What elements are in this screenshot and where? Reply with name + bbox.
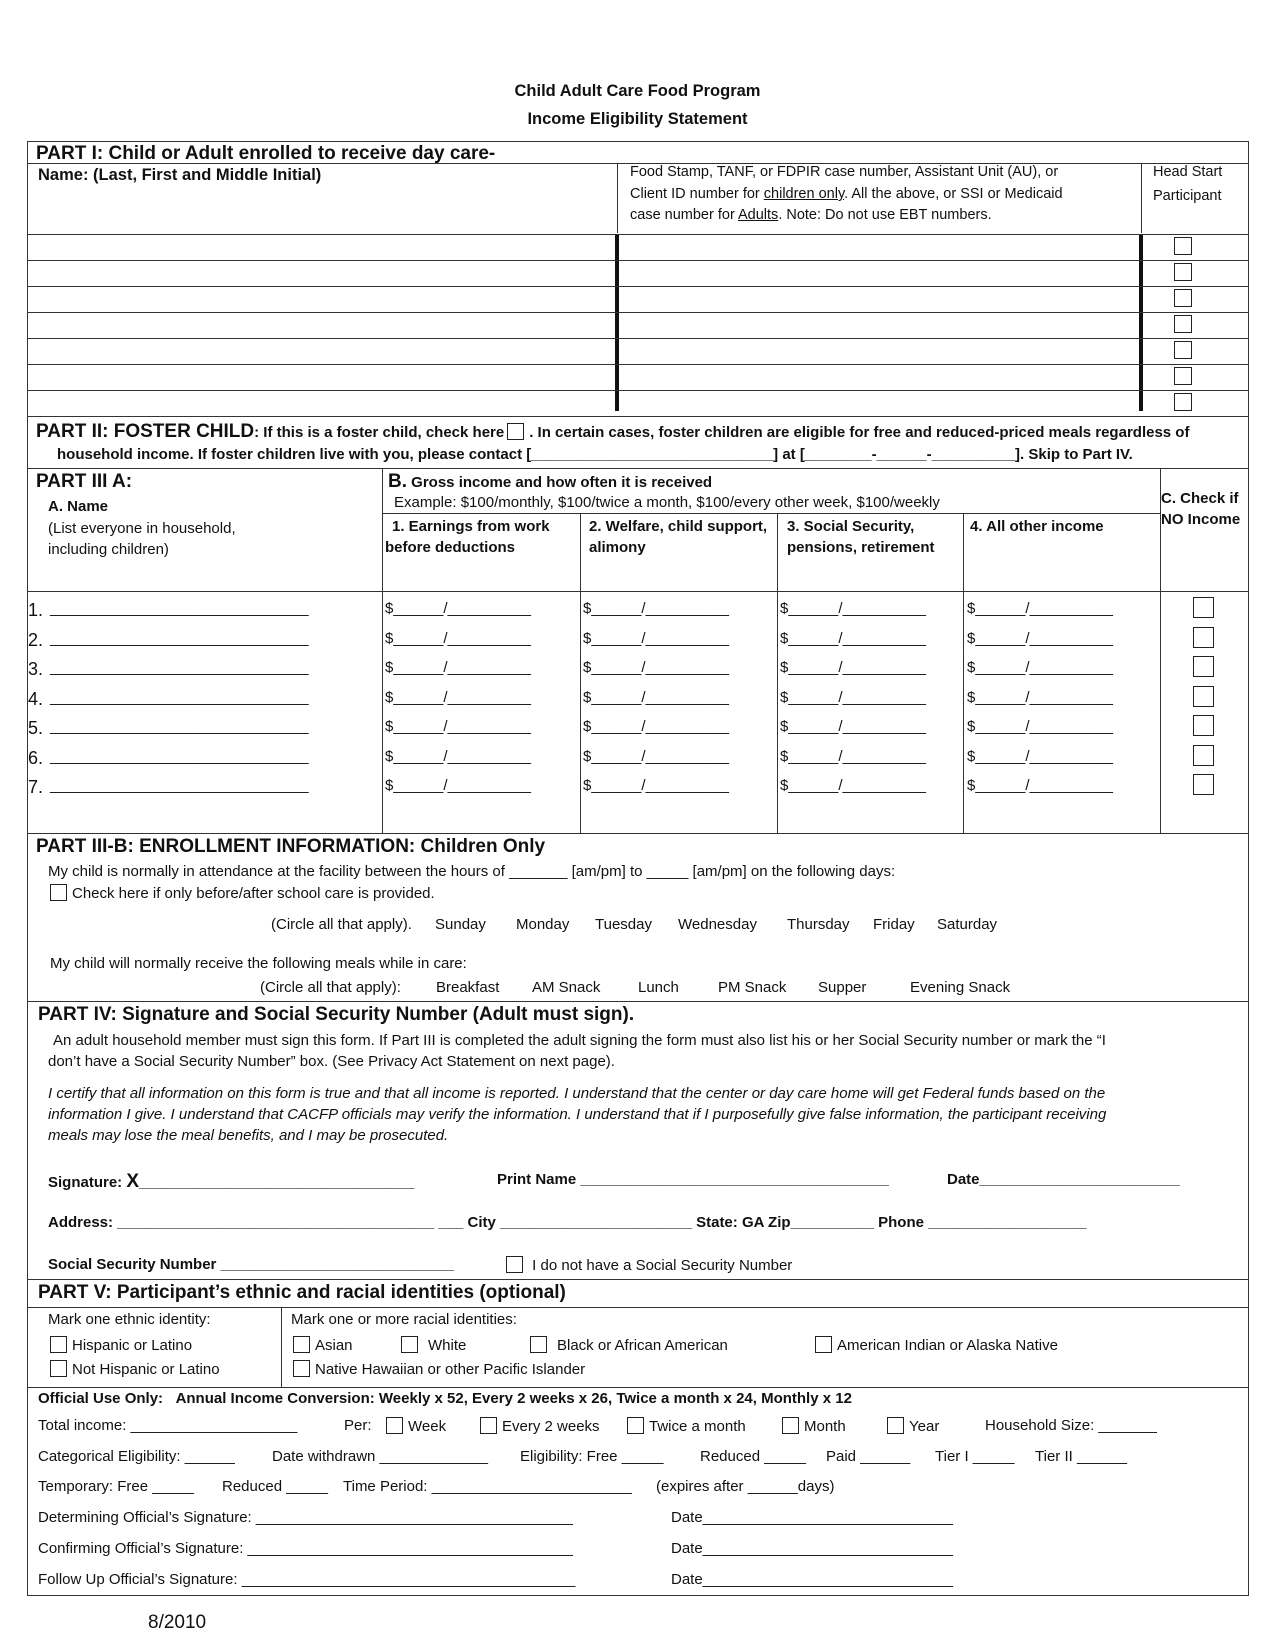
- part5-heading: PART V: Participant’s ethnic and racial identities (optional): [38, 1282, 566, 1303]
- household-member-number: 3.: [28, 659, 44, 679]
- divider: [382, 468, 383, 588]
- race-white: White: [401, 1336, 466, 1354]
- other-income-field[interactable]: $______/__________: [967, 777, 1113, 794]
- part3b-heading: PART III-B: ENROLLMENT INFORMATION: Children Only: [36, 836, 546, 857]
- income-col3-header-1: 3. Social Security,: [787, 518, 915, 535]
- eligibility-paid-field[interactable]: Paid ______: [826, 1448, 911, 1465]
- earnings-field[interactable]: $______/__________: [385, 659, 531, 676]
- racial-label: Mark one or more racial identities:: [291, 1311, 517, 1328]
- no-ssn-checkbox[interactable]: [506, 1256, 523, 1273]
- foster-child-checkbox[interactable]: [507, 423, 524, 440]
- income-col2-header-1: 2. Welfare, child support,: [589, 518, 768, 535]
- income-col2-header-2: alimony: [589, 539, 646, 556]
- signature-date-field[interactable]: Date________________________: [947, 1171, 1180, 1188]
- total-income-field[interactable]: Total income: ____________________: [38, 1417, 298, 1434]
- tier2-field[interactable]: Tier II ______: [1035, 1448, 1127, 1465]
- other-income-field[interactable]: $______/__________: [967, 689, 1113, 706]
- social-security-field[interactable]: $______/__________: [780, 630, 926, 647]
- eligibility-free-field[interactable]: Eligibility: Free _____: [520, 1448, 664, 1465]
- temporary-free-field[interactable]: Temporary: Free _____: [38, 1478, 194, 1495]
- day-sunday[interactable]: Sunday: [435, 916, 486, 933]
- earnings-field[interactable]: $______/__________: [385, 748, 531, 765]
- part4-para-1: An adult household member must sign this form. If Part III is completed the adult signing the form must also list his or her Social Security number or mark the “I: [53, 1032, 1106, 1049]
- part3a-name-desc-1: (List everyone in household,: [48, 520, 236, 537]
- per-year: Year: [887, 1417, 939, 1435]
- social-security-field[interactable]: $______/__________: [780, 718, 926, 735]
- certification-2: information I give. I understand that CACFP officials may verify the information. I understand that if I purposefully give false information, the participant receiving: [48, 1106, 1107, 1123]
- race-american-indian: American Indian or Alaska Native: [815, 1336, 1058, 1354]
- meal-supper[interactable]: Supper: [818, 979, 867, 996]
- meals-line: My child will normally receive the following meals while in care:: [50, 955, 467, 972]
- part3a-name-label: A. Name: [48, 498, 109, 515]
- earnings-field[interactable]: $______/__________: [385, 777, 531, 794]
- temporary-reduced-field[interactable]: Reduced _____: [222, 1478, 328, 1495]
- divider: [580, 513, 581, 833]
- asian-checkbox[interactable]: [293, 1336, 310, 1353]
- social-security-field[interactable]: $______/__________: [780, 600, 926, 617]
- race-black: Black or African American: [530, 1336, 728, 1354]
- household-member-number: 7.: [28, 777, 44, 797]
- part3a-heading: PART III A:: [36, 471, 133, 492]
- headstart-checkbox[interactable]: [1174, 315, 1192, 333]
- divider: [1141, 163, 1142, 233]
- other-income-field[interactable]: $______/__________: [967, 600, 1113, 617]
- part2-line1: PART II: FOSTER CHILD: If this is a foster child, check here . In certain cases, foster children are eligible for free and reduced-priced meals regardless of: [36, 421, 1190, 442]
- form-title: Child Adult Care Food Program: [514, 82, 761, 100]
- divider: [963, 513, 964, 833]
- confirming-date-field[interactable]: Date______________________________: [671, 1540, 953, 1557]
- circle-days-label: (Circle all that apply).: [271, 916, 412, 933]
- no-ssn-option: I do not have a Social Security Number: [506, 1256, 792, 1274]
- part1-row-line: [27, 364, 1249, 365]
- per-week: Week: [386, 1417, 446, 1435]
- welfare-field[interactable]: $______/__________: [583, 659, 729, 676]
- part3a-b-example: Example: $100/monthly, $100/twice a month, $100/every other week, $100/weekly: [394, 494, 940, 511]
- before-after-school-option: Check here if only before/after school care is provided.: [50, 884, 435, 902]
- print-name-field[interactable]: Print Name _____________________________________: [497, 1171, 890, 1188]
- headstart-header-1: Head Start: [1153, 164, 1223, 180]
- household-member-name-field[interactable]: _______________________________: [50, 748, 309, 765]
- no-income-checkbox[interactable]: [1193, 597, 1214, 618]
- household-size-field[interactable]: Household Size: _______: [985, 1417, 1157, 1434]
- divider: [617, 163, 618, 233]
- other-income-field[interactable]: $______/__________: [967, 630, 1113, 647]
- welfare-field[interactable]: $______/__________: [583, 748, 729, 765]
- day-monday[interactable]: Monday: [516, 916, 570, 933]
- ethnic-not-hispanic: Not Hispanic or Latino: [50, 1360, 220, 1378]
- certification-1: I certify that all information on this form is true and that all income is reported. I understand that the center or day care home will get Federal funds based on the: [48, 1085, 1106, 1102]
- earnings-field[interactable]: $______/__________: [385, 689, 531, 706]
- case-column-header-3: case number for Adults. Note: Do not use EBT numbers.: [630, 207, 992, 223]
- welfare-field[interactable]: $______/__________: [583, 600, 729, 617]
- meal-lunch[interactable]: Lunch: [638, 979, 679, 996]
- headstart-header-2: Participant: [1153, 188, 1222, 204]
- attendance-hours-line: My child is normally in attendance at the facility between the hours of _______ [am/pm] to _____ [am/pm] on the following days:: [48, 863, 896, 880]
- part4-para-2: don’t have a Social Security Number” box. (See Privacy Act Statement on next page).: [48, 1053, 615, 1070]
- part1-row-line: [27, 390, 1249, 391]
- ethnic-hispanic: Hispanic or Latino: [50, 1336, 192, 1354]
- household-member-number: 4.: [28, 689, 44, 709]
- per-month-checkbox[interactable]: [782, 1417, 799, 1434]
- other-income-field[interactable]: $______/__________: [967, 748, 1113, 765]
- part2-line2: household income. If foster children live with you, please contact [_____________________________] at [________-______-__________]. Skip to Part IV.: [57, 446, 1133, 463]
- household-member-name-field[interactable]: _______________________________: [50, 777, 309, 794]
- other-income-field[interactable]: $______/__________: [967, 659, 1113, 676]
- address-line[interactable]: Address: ______________________________________ ___ City _______________________ State: GA Zip__________ Phone ___________________: [48, 1214, 1087, 1231]
- divider: [1160, 468, 1161, 833]
- per-twice-month-checkbox[interactable]: [627, 1417, 644, 1434]
- headstart-checkbox[interactable]: [1174, 341, 1192, 359]
- household-member-number: 6.: [28, 748, 44, 768]
- part3a-b-title: B. Gross income and how often it is received: [388, 471, 713, 492]
- hispanic-checkbox[interactable]: [50, 1336, 67, 1353]
- followup-date-field[interactable]: Date______________________________: [671, 1571, 953, 1588]
- no-income-checkbox[interactable]: [1193, 774, 1214, 795]
- per-year-checkbox[interactable]: [887, 1417, 904, 1434]
- footer-revision-date: 8/2010: [148, 1612, 207, 1633]
- headstart-checkbox[interactable]: [1174, 393, 1192, 411]
- per-label: Per:: [344, 1417, 372, 1434]
- no-income-header-2: NO Income: [1161, 511, 1241, 528]
- day-saturday[interactable]: Saturday: [937, 916, 998, 933]
- income-col1-header-2: before deductions: [385, 539, 516, 556]
- official-use-heading: Official Use Only: Annual Income Conversion: Weekly x 52, Every 2 weeks x 26, Twice a month x 24, Monthly x 12: [38, 1390, 852, 1407]
- native-hawaiian-checkbox[interactable]: [293, 1360, 310, 1377]
- income-col1-header-1: 1. Earnings from work: [392, 518, 550, 535]
- earnings-field[interactable]: $______/__________: [385, 600, 531, 617]
- determining-signature-field[interactable]: Determining Official’s Signature: ______________________________________: [38, 1509, 573, 1526]
- confirming-signature-field[interactable]: Confirming Official’s Signature: _______________________________________: [38, 1540, 573, 1557]
- no-income-checkbox[interactable]: [1193, 656, 1214, 677]
- divider: [27, 1387, 1249, 1388]
- expires-field[interactable]: (expires after ______days): [656, 1478, 835, 1495]
- headstart-checkbox[interactable]: [1174, 237, 1192, 255]
- american-indian-checkbox[interactable]: [815, 1336, 832, 1353]
- divider: [27, 1307, 1249, 1308]
- part1-row-line: [27, 234, 1249, 235]
- household-member-name-field[interactable]: _______________________________: [50, 630, 309, 647]
- social-security-field[interactable]: $______/__________: [780, 777, 926, 794]
- divider: [777, 513, 778, 833]
- meal-breakfast[interactable]: Breakfast: [436, 979, 500, 996]
- per-month: Month: [782, 1417, 846, 1435]
- divider: [382, 513, 1160, 514]
- meal-evening-snack[interactable]: Evening Snack: [910, 979, 1011, 996]
- household-member-name-field[interactable]: _______________________________: [50, 718, 309, 735]
- per-twice-month: Twice a month: [627, 1417, 746, 1435]
- name-column-header: Name: (Last, First and Middle Initial): [38, 166, 322, 184]
- circle-meals-label: (Circle all that apply):: [260, 979, 401, 996]
- eligibility-reduced-field[interactable]: Reduced _____: [700, 1448, 806, 1465]
- certification-3: meals may lose the meal benefits, and I may be prosecuted.: [48, 1127, 449, 1144]
- form-subtitle: Income Eligibility Statement: [527, 110, 748, 128]
- day-wednesday[interactable]: Wednesday: [678, 916, 757, 933]
- welfare-field[interactable]: $______/__________: [583, 689, 729, 706]
- day-friday[interactable]: Friday: [873, 916, 915, 933]
- household-member-number: 1.: [28, 600, 44, 620]
- headstart-checkbox[interactable]: [1174, 263, 1192, 281]
- part1-row-line: [27, 260, 1249, 261]
- tier1-field[interactable]: Tier I _____: [935, 1448, 1015, 1465]
- household-member-number: 5.: [28, 718, 44, 738]
- divider: [281, 1307, 282, 1387]
- part1-row-line: [27, 338, 1249, 339]
- ssn-field[interactable]: Social Security Number ____________________________: [48, 1256, 455, 1273]
- headstart-checkbox[interactable]: [1174, 367, 1192, 385]
- income-col4-header: 4. All other income: [970, 518, 1104, 535]
- divider: [27, 591, 1249, 592]
- white-checkbox[interactable]: [401, 1336, 418, 1353]
- ethnic-label: Mark one ethnic identity:: [48, 1311, 211, 1328]
- social-security-field[interactable]: $______/__________: [780, 689, 926, 706]
- part1-heading: PART I: Child or Adult enrolled to receive day care-: [36, 143, 496, 164]
- part1-row-line: [27, 312, 1249, 313]
- other-income-field[interactable]: $______/__________: [967, 718, 1113, 735]
- no-income-header-1: C. Check if: [1161, 490, 1239, 507]
- welfare-field[interactable]: $______/__________: [583, 630, 729, 647]
- per-every-2-weeks: Every 2 weeks: [480, 1417, 600, 1435]
- divider: [27, 468, 1249, 469]
- part4-heading: PART IV: Signature and Social Security Number (Adult must sign).: [38, 1004, 635, 1025]
- household-member-name-field[interactable]: _______________________________: [50, 659, 309, 676]
- no-income-checkbox[interactable]: [1193, 745, 1214, 766]
- welfare-field[interactable]: $______/__________: [583, 718, 729, 735]
- social-security-field[interactable]: $______/__________: [780, 659, 926, 676]
- meal-am-snack[interactable]: AM Snack: [532, 979, 601, 996]
- no-income-checkbox[interactable]: [1193, 686, 1214, 707]
- social-security-field[interactable]: $______/__________: [780, 748, 926, 765]
- categorical-eligibility-field[interactable]: Categorical Eligibility: ______: [38, 1448, 235, 1465]
- day-tuesday[interactable]: Tuesday: [595, 916, 652, 933]
- household-member-name-field[interactable]: _______________________________: [50, 689, 309, 706]
- household-member-number: 2.: [28, 630, 44, 650]
- meal-pm-snack[interactable]: PM Snack: [718, 979, 787, 996]
- per-every-2-weeks-checkbox[interactable]: [480, 1417, 497, 1434]
- case-column-header-2: Client ID number for children only. All the above, or SSI or Medicaid: [630, 186, 1063, 202]
- black-checkbox[interactable]: [530, 1336, 547, 1353]
- part1-row-line: [27, 286, 1249, 287]
- income-col3-header-2: pensions, retirement: [787, 539, 935, 556]
- race-native-hawaiian: Native Hawaiian or other Pacific Islander: [293, 1360, 585, 1378]
- determining-date-field[interactable]: Date______________________________: [671, 1509, 953, 1526]
- followup-signature-field[interactable]: Follow Up Official’s Signature: ________________________________________: [38, 1571, 576, 1588]
- no-income-checkbox[interactable]: [1193, 627, 1214, 648]
- part3a-name-desc-2: including children): [48, 541, 169, 558]
- date-withdrawn-field[interactable]: Date withdrawn _____________: [272, 1448, 488, 1465]
- divider: [382, 588, 383, 833]
- not-hispanic-checkbox[interactable]: [50, 1360, 67, 1377]
- case-column-header-1: Food Stamp, TANF, or FDPIR case number, Assistant Unit (AU), or: [630, 164, 1059, 180]
- race-asian: Asian: [293, 1336, 353, 1354]
- signature-field[interactable]: Signature: X_________________________________: [48, 1171, 415, 1192]
- household-member-name-field[interactable]: _______________________________: [50, 600, 309, 617]
- welfare-field[interactable]: $______/__________: [583, 777, 729, 794]
- part1-row-line: [27, 416, 1249, 417]
- day-thursday[interactable]: Thursday: [787, 916, 850, 933]
- divider: [27, 1279, 1249, 1280]
- before-after-school-checkbox[interactable]: [50, 884, 67, 901]
- time-period-field[interactable]: Time Period: ________________________: [343, 1478, 632, 1495]
- no-income-checkbox[interactable]: [1193, 715, 1214, 736]
- divider: [27, 1001, 1249, 1002]
- earnings-field[interactable]: $______/__________: [385, 718, 531, 735]
- divider: [27, 833, 1249, 834]
- per-week-checkbox[interactable]: [386, 1417, 403, 1434]
- earnings-field[interactable]: $______/__________: [385, 630, 531, 647]
- headstart-checkbox[interactable]: [1174, 289, 1192, 307]
